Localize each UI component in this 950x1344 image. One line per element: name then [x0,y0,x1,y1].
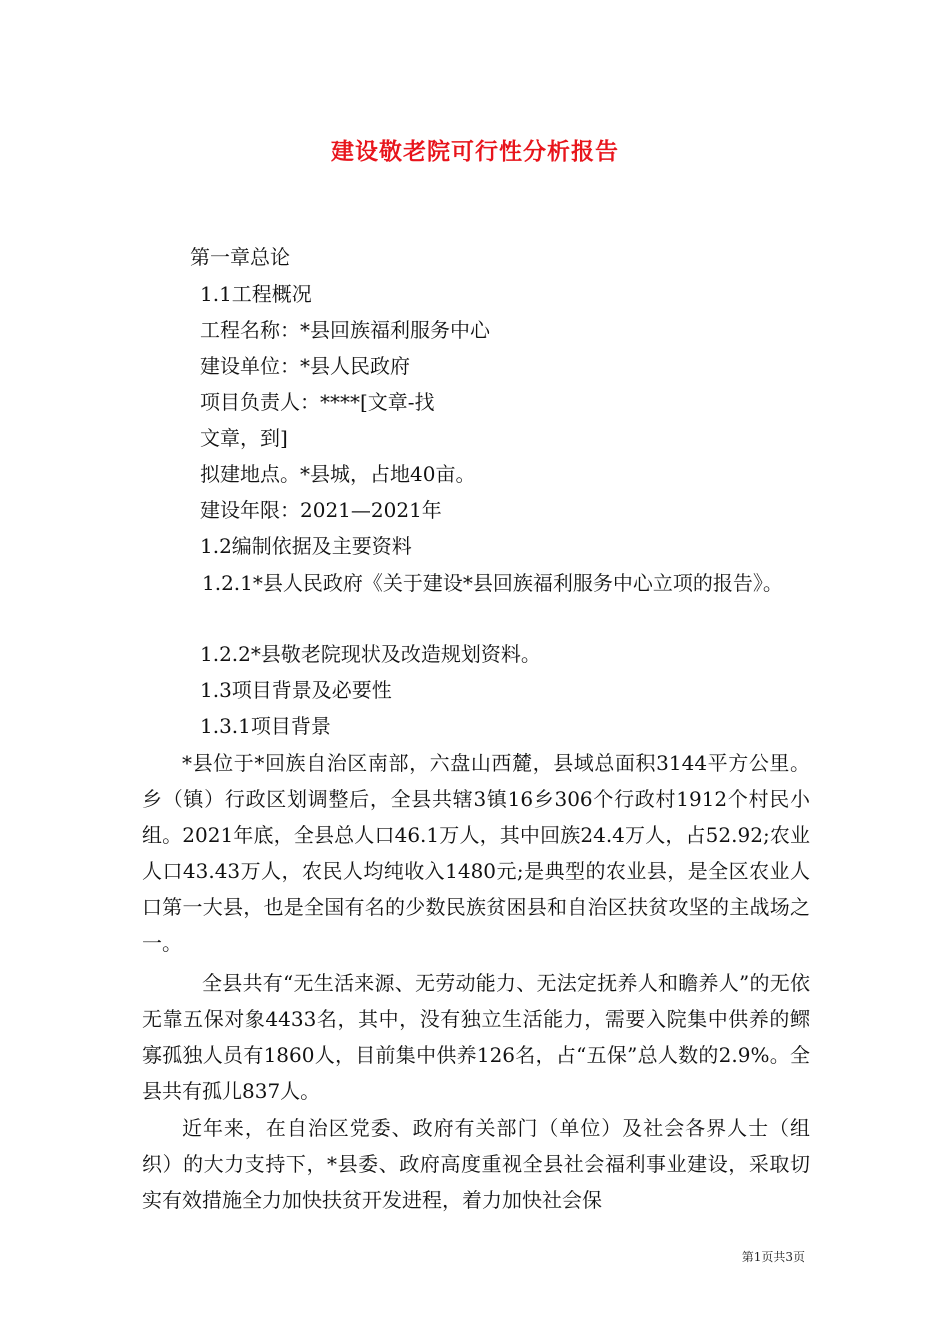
location-line: 拟建地点。*县城，占地40亩。 [200,462,476,486]
body-paragraph: *县位于*回族自治区南部，六盘山西麓，县域总面积3144平方公里。乡（镇）行政区划调整后，全县共辖3镇16乡306个行政村1912个村民小组。2021年底，全县总人口46.1万人，其中回族24.4万人，占52.92;农业人口43.43万人，农民人均纯收入1480元;是典型的农业县，是全区农业人口第一大县，也是全国有名的少数民族贫困县和自治区扶贫攻坚的主战场之一。 [142,751,810,955]
reference-paragraph: 1.2.1*县人民政府《关于建设*县回族福利服务中心立项的报告》。 [202,571,783,595]
builder-line: 建设单位：*县人民政府 [200,354,410,378]
body-paragraph: 全县共有“无生活来源、无劳动能力、无法定抚养人和瞻养人”的无依无靠五保对象4433名，其中，没有独立生活能力，需要入院集中供养的鳏寡孤独人员有1860人，目前集中供养126名，占“五保”总人数的2.9%。全县共有孤儿837人。 [142,971,810,1103]
body-paragraph: 近年来，在自治区党委、政府有关部门（单位）及社会各界人士（组织）的大力支持下，*县委、政府高度重视全县社会福利事业建设，采取切实有效措施全力加快扶贫开发进程，着力加快社会保 [142,1116,810,1212]
responsible-person-line: 项目负责人：****[文章-找 [200,390,435,414]
document-title: 建设敬老院可行性分析报告 [331,138,619,165]
project-name-line: 工程名称：*县回族福利服务中心 [200,318,490,342]
construction-period-line: 建设年限：2021—2021年 [200,498,442,522]
section-heading: 1.2编制依据及主要资料 [200,534,412,558]
section-heading: 1.3项目背景及必要性 [200,678,392,702]
reference-line: 1.2.2*县敬老院现状及改造规划资料。 [200,642,541,666]
page-number: 第1页共3页 [741,1250,805,1264]
section-heading: 1.1工程概况 [200,282,312,306]
chapter-heading: 第一章总论 [190,245,290,269]
subsection-heading: 1.3.1项目背景 [200,714,331,738]
responsible-person-line-cont: 文章，到] [200,426,288,450]
